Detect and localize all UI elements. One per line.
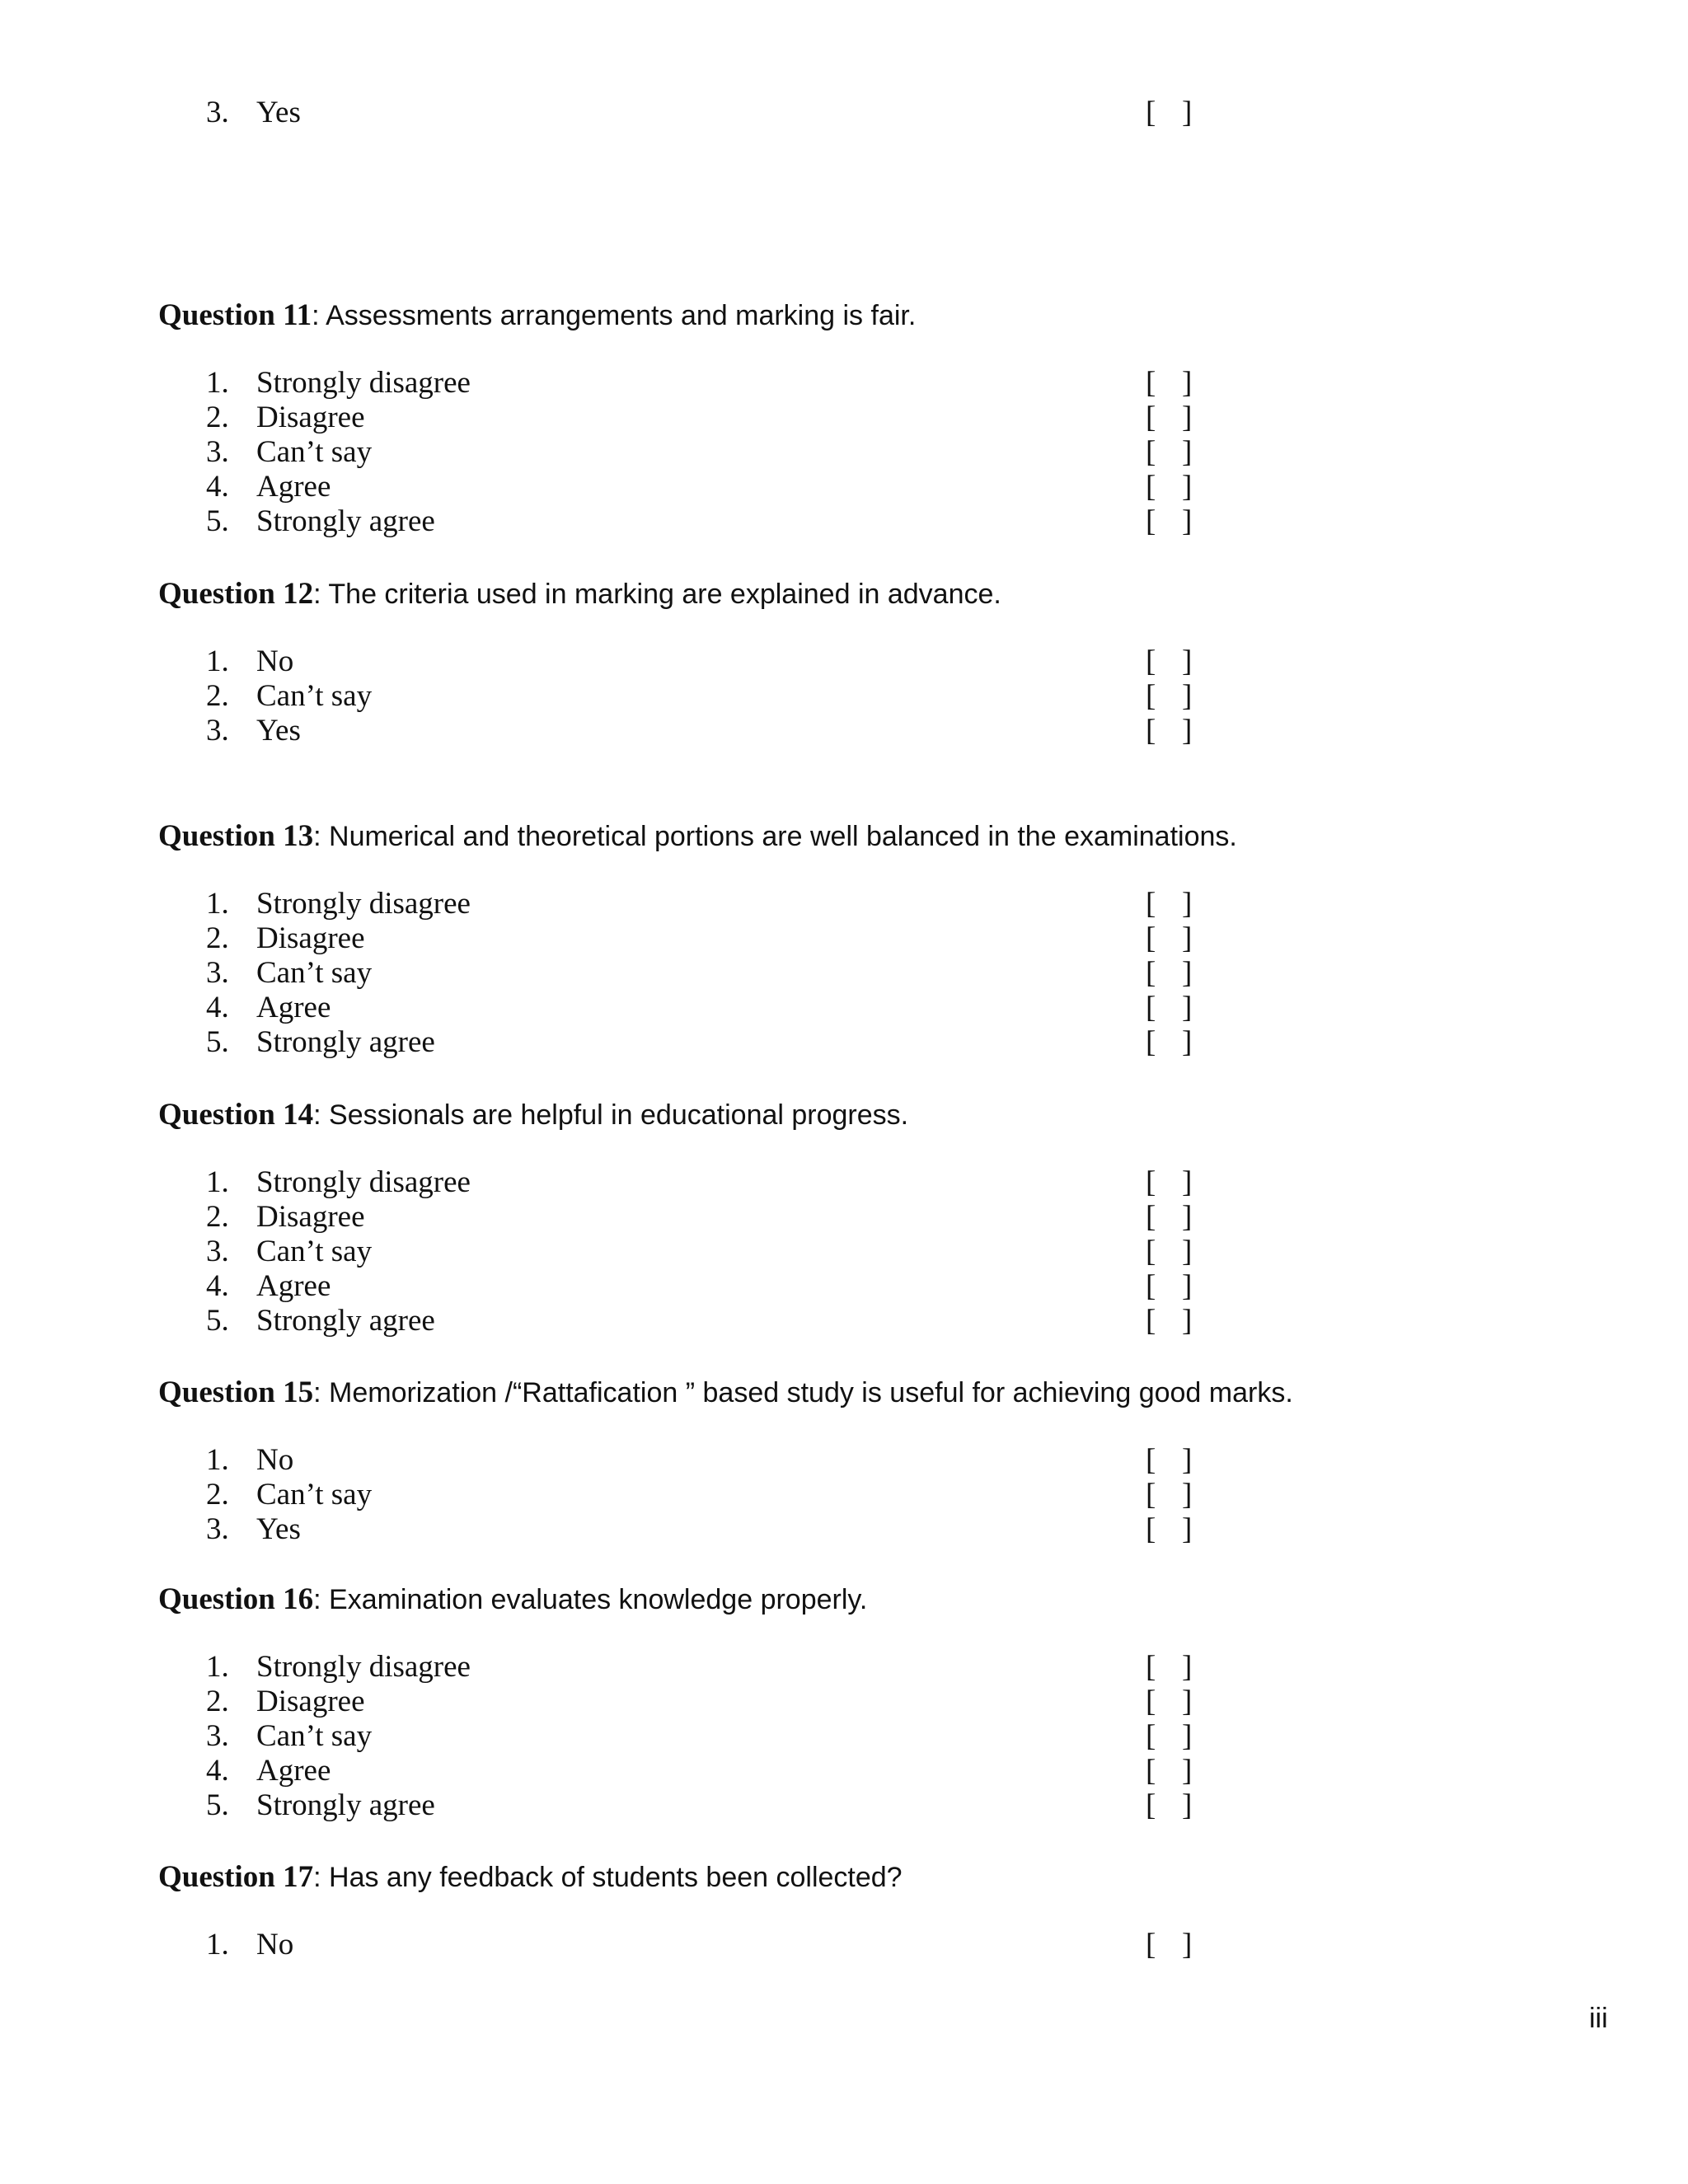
checkbox-close-bracket: ]	[1182, 504, 1193, 538]
option-row	[0, 1512, 1688, 1547]
checkbox[interactable]	[1146, 1304, 1195, 1338]
checkbox-open-bracket: [	[1146, 1478, 1156, 1511]
checkbox-close-bracket: ]	[1182, 435, 1193, 469]
option-row	[0, 366, 1688, 401]
option-number: 1.	[206, 1443, 229, 1477]
option-row	[0, 96, 1688, 130]
checkbox[interactable]	[1146, 1200, 1195, 1235]
checkbox-close-bracket: ]	[1182, 1685, 1193, 1718]
option-number: 3.	[206, 96, 229, 129]
option-row	[0, 1478, 1688, 1512]
option-number: 3.	[206, 435, 229, 469]
question-separator: :	[313, 1377, 330, 1408]
question-text: Assessments arrangements and marking is fair.	[326, 300, 917, 331]
question-label: Question 14	[158, 1098, 314, 1132]
checkbox-open-bracket: [	[1146, 435, 1156, 469]
checkbox-close-bracket: ]	[1182, 470, 1193, 504]
question-text: Sessionals are helpful in educational progress.	[329, 1099, 909, 1131]
checkbox[interactable]	[1146, 1025, 1195, 1060]
option-row	[0, 1650, 1688, 1685]
option-label: Strongly disagree	[256, 366, 471, 400]
question-separator: :	[312, 300, 326, 331]
option-number: 2.	[206, 1200, 229, 1234]
checkbox-close-bracket: ]	[1182, 1443, 1193, 1477]
checkbox-open-bracket: [	[1146, 1719, 1156, 1753]
option-number: 1.	[206, 1928, 229, 1961]
checkbox[interactable]	[1146, 435, 1195, 470]
question-text: Examination evaluates knowledge properly.	[329, 1584, 868, 1615]
checkbox-open-bracket: [	[1146, 921, 1156, 955]
option-row	[0, 1269, 1688, 1304]
option-row	[0, 1304, 1688, 1338]
option-row	[0, 1025, 1688, 1060]
checkbox-close-bracket: ]	[1182, 366, 1193, 400]
question-label: Question 12	[158, 577, 314, 611]
checkbox-close-bracket: ]	[1182, 1512, 1193, 1546]
checkbox-close-bracket: ]	[1182, 1754, 1193, 1788]
checkbox-close-bracket: ]	[1182, 714, 1193, 748]
checkbox[interactable]	[1146, 1478, 1195, 1512]
option-number: 5.	[206, 1025, 229, 1059]
checkbox[interactable]	[1146, 679, 1195, 714]
checkbox-open-bracket: [	[1146, 1650, 1156, 1684]
question-text: Has any feedback of students been collected?	[329, 1862, 903, 1893]
checkbox-open-bracket: [	[1146, 1269, 1156, 1303]
checkbox-open-bracket: [	[1146, 1788, 1156, 1822]
option-number: 2.	[206, 921, 229, 955]
option-label: Agree	[256, 470, 331, 504]
checkbox-open-bracket: [	[1146, 401, 1156, 434]
question-title	[158, 1098, 908, 1133]
option-label: Can’t say	[256, 1478, 373, 1511]
option-row	[0, 1235, 1688, 1269]
checkbox-open-bracket: [	[1146, 1928, 1156, 1961]
question-title	[158, 1582, 867, 1618]
checkbox-open-bracket: [	[1146, 1685, 1156, 1718]
checkbox[interactable]	[1146, 401, 1195, 435]
checkbox-close-bracket: ]	[1182, 96, 1193, 129]
option-number: 1.	[206, 644, 229, 678]
question-text: The criteria used in marking are explained in advance.	[328, 579, 1001, 610]
option-row	[0, 1788, 1688, 1823]
option-label: No	[256, 644, 294, 678]
checkbox[interactable]	[1146, 1165, 1195, 1200]
option-number: 3.	[206, 1512, 229, 1546]
question-title	[158, 1376, 1293, 1411]
question-label: Question 11	[158, 298, 312, 332]
option-number: 3.	[206, 1235, 229, 1268]
checkbox-open-bracket: [	[1146, 1443, 1156, 1477]
option-row	[0, 1165, 1688, 1200]
question-separator: :	[313, 1862, 330, 1893]
option-label: Can’t say	[256, 679, 373, 713]
checkbox-close-bracket: ]	[1182, 1269, 1193, 1303]
option-row	[0, 1200, 1688, 1235]
checkbox-close-bracket: ]	[1182, 401, 1193, 434]
question-title	[158, 298, 916, 334]
option-number: 2.	[206, 401, 229, 434]
option-label: Disagree	[256, 401, 365, 434]
checkbox[interactable]	[1146, 96, 1195, 130]
checkbox[interactable]	[1146, 1928, 1195, 1962]
checkbox-open-bracket: [	[1146, 1200, 1156, 1234]
checkbox[interactable]	[1146, 470, 1195, 504]
checkbox-close-bracket: ]	[1182, 1478, 1193, 1511]
question-separator: :	[313, 1099, 330, 1131]
option-number: 5.	[206, 1304, 229, 1338]
checkbox-close-bracket: ]	[1182, 1025, 1193, 1059]
option-row	[0, 1443, 1688, 1478]
question-title	[158, 819, 1237, 855]
option-number: 1.	[206, 1650, 229, 1684]
checkbox-open-bracket: [	[1146, 1165, 1156, 1199]
option-label: Can’t say	[256, 956, 373, 990]
option-row	[0, 504, 1688, 539]
option-row	[0, 714, 1688, 748]
checkbox[interactable]	[1146, 366, 1195, 401]
checkbox-close-bracket: ]	[1182, 679, 1193, 713]
option-number: 2.	[206, 679, 229, 713]
option-label: Strongly disagree	[256, 1165, 471, 1199]
question-title	[158, 1860, 903, 1896]
checkbox-close-bracket: ]	[1182, 991, 1193, 1024]
option-row	[0, 991, 1688, 1025]
option-label: Disagree	[256, 1685, 365, 1718]
checkbox[interactable]	[1146, 1788, 1195, 1823]
option-label: Yes	[256, 714, 301, 748]
checkbox[interactable]	[1146, 1269, 1195, 1304]
question-label: Question 13	[158, 819, 314, 853]
option-number: 4.	[206, 1269, 229, 1303]
question-label: Question 17	[158, 1860, 314, 1894]
option-label: No	[256, 1928, 294, 1961]
option-label: Strongly agree	[256, 1025, 435, 1059]
option-number: 4.	[206, 991, 229, 1024]
checkbox-close-bracket: ]	[1182, 1200, 1193, 1234]
checkbox-close-bracket: ]	[1182, 887, 1193, 921]
checkbox[interactable]	[1146, 1754, 1195, 1788]
checkbox-close-bracket: ]	[1182, 1788, 1193, 1822]
checkbox-close-bracket: ]	[1182, 956, 1193, 990]
option-number: 1.	[206, 1165, 229, 1199]
option-label: Strongly agree	[256, 1788, 435, 1822]
checkbox[interactable]	[1146, 1443, 1195, 1478]
option-label: Yes	[256, 1512, 301, 1546]
option-number: 4.	[206, 1754, 229, 1788]
checkbox-open-bracket: [	[1146, 1304, 1156, 1338]
option-row	[0, 1928, 1688, 1962]
option-row	[0, 470, 1688, 504]
checkbox[interactable]	[1146, 991, 1195, 1025]
option-row	[0, 1754, 1688, 1788]
checkbox-open-bracket: [	[1146, 366, 1156, 400]
option-row	[0, 401, 1688, 435]
option-label: Agree	[256, 991, 331, 1024]
checkbox[interactable]	[1146, 644, 1195, 679]
question-text: Numerical and theoretical portions are well balanced in the examinations.	[329, 821, 1237, 852]
checkbox-close-bracket: ]	[1182, 1719, 1193, 1753]
checkbox[interactable]	[1146, 956, 1195, 991]
checkbox-open-bracket: [	[1146, 1235, 1156, 1268]
option-number: 1.	[206, 366, 229, 400]
checkbox-open-bracket: [	[1146, 470, 1156, 504]
checkbox-open-bracket: [	[1146, 714, 1156, 748]
option-row	[0, 921, 1688, 956]
option-number: 5.	[206, 1788, 229, 1822]
checkbox-open-bracket: [	[1146, 887, 1156, 921]
checkbox-open-bracket: [	[1146, 956, 1156, 990]
checkbox[interactable]	[1146, 921, 1195, 956]
checkbox[interactable]	[1146, 1512, 1195, 1547]
option-label: Strongly disagree	[256, 887, 471, 921]
checkbox-open-bracket: [	[1146, 96, 1156, 129]
option-number: 3.	[206, 956, 229, 990]
checkbox[interactable]	[1146, 504, 1195, 539]
question-separator: :	[313, 579, 329, 610]
checkbox-open-bracket: [	[1146, 1512, 1156, 1546]
option-number: 1.	[206, 887, 229, 921]
option-label: Can’t say	[256, 1719, 373, 1753]
option-label: Yes	[256, 96, 301, 129]
question-separator: :	[313, 1584, 330, 1615]
checkbox-close-bracket: ]	[1182, 644, 1193, 678]
question-text: Memorization /“Rattafication ” based study is useful for achieving good marks.	[329, 1377, 1293, 1408]
checkbox-close-bracket: ]	[1182, 1650, 1193, 1684]
checkbox-close-bracket: ]	[1182, 1304, 1193, 1338]
checkbox-open-bracket: [	[1146, 679, 1156, 713]
question-separator: :	[313, 821, 330, 852]
option-row	[0, 435, 1688, 470]
option-label: Disagree	[256, 921, 365, 955]
question-title	[158, 577, 1001, 612]
option-number: 2.	[206, 1685, 229, 1718]
option-row	[0, 644, 1688, 679]
option-label: Strongly disagree	[256, 1650, 471, 1684]
question-label: Question 16	[158, 1582, 314, 1616]
option-row	[0, 956, 1688, 991]
checkbox[interactable]	[1146, 1235, 1195, 1269]
option-label: Can’t say	[256, 435, 373, 469]
page-number: iii	[1589, 2003, 1608, 2034]
checkbox[interactable]	[1146, 1650, 1195, 1685]
checkbox[interactable]	[1146, 1685, 1195, 1719]
checkbox-close-bracket: ]	[1182, 921, 1193, 955]
checkbox[interactable]	[1146, 1719, 1195, 1754]
checkbox-close-bracket: ]	[1182, 1165, 1193, 1199]
checkbox-close-bracket: ]	[1182, 1235, 1193, 1268]
option-row	[0, 679, 1688, 714]
option-row	[0, 887, 1688, 921]
option-row	[0, 1719, 1688, 1754]
checkbox-close-bracket: ]	[1182, 1928, 1193, 1961]
option-label: No	[256, 1443, 294, 1477]
checkbox-open-bracket: [	[1146, 1754, 1156, 1788]
checkbox-open-bracket: [	[1146, 1025, 1156, 1059]
option-label: Agree	[256, 1754, 331, 1788]
option-number: 3.	[206, 1719, 229, 1753]
option-number: 3.	[206, 714, 229, 748]
option-number: 5.	[206, 504, 229, 538]
checkbox-open-bracket: [	[1146, 991, 1156, 1024]
option-label: Strongly agree	[256, 504, 435, 538]
option-row	[0, 1685, 1688, 1719]
checkbox-open-bracket: [	[1146, 644, 1156, 678]
option-number: 2.	[206, 1478, 229, 1511]
option-label: Agree	[256, 1269, 331, 1303]
option-number: 4.	[206, 470, 229, 504]
option-label: Disagree	[256, 1200, 365, 1234]
checkbox[interactable]	[1146, 714, 1195, 748]
checkbox-open-bracket: [	[1146, 504, 1156, 538]
question-label: Question 15	[158, 1376, 314, 1409]
option-label: Can’t say	[256, 1235, 373, 1268]
checkbox[interactable]	[1146, 887, 1195, 921]
option-label: Strongly agree	[256, 1304, 435, 1338]
